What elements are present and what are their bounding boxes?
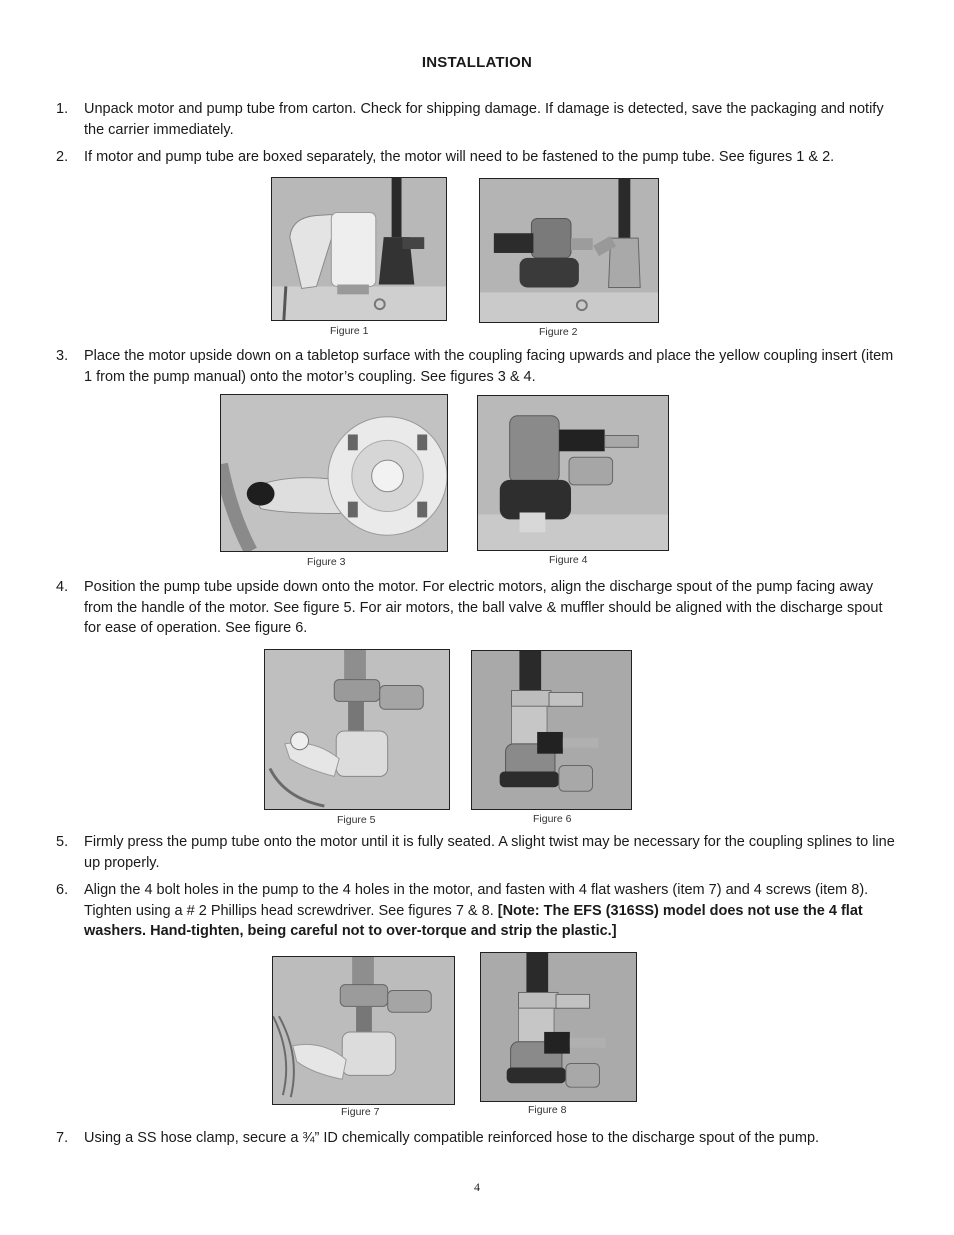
step-3 <box>56 346 901 387</box>
step-text: Place the motor upside down on a tabletop surface with the coupling facing upwards and place the yellow coupling insert (item 1 from the pump manual) onto the motor’s coupling. See figures 3 & 4. <box>84 348 894 385</box>
step-note-bold: [Note: The EFS (316SS) model does not use the 4 flat washers. Hand-tighten, being careful not to over-torque and strip the plastic.] <box>84 902 863 939</box>
step-6 <box>56 880 901 942</box>
step-number: 3. <box>56 348 69 364</box>
page-number: 4 <box>474 1180 480 1194</box>
figure-3-photo <box>220 394 448 552</box>
step-number: 7. <box>56 1130 69 1146</box>
figure-7-caption: Figure 7 <box>341 1106 380 1118</box>
figure-3-caption: Figure 3 <box>307 556 346 568</box>
step-2 <box>56 147 901 168</box>
figure-1-caption: Figure 1 <box>330 325 369 337</box>
figure-8-photo <box>480 952 637 1102</box>
step-text <box>84 880 901 942</box>
figure-5-photo <box>264 649 450 810</box>
step-text: Unpack motor and pump tube from carton. Check for shipping damage. If damage is detected, save the packaging and notify the carrier immediately. <box>84 101 884 138</box>
figure-6-photo <box>471 650 632 810</box>
step-number: 4. <box>56 579 69 595</box>
step-text: Using a SS hose clamp, secure a ¾” ID chemically compatible reinforced hose to the discharge spout of the pump. <box>84 1130 820 1146</box>
step-text: If motor and pump tube are boxed separately, the motor will need to be fastened to the pump tube. See figures 1 & 2. <box>84 149 835 165</box>
page-title: INSTALLATION <box>421 54 533 71</box>
step-5 <box>56 832 901 873</box>
figure-5-caption: Figure 5 <box>337 814 376 826</box>
figure-2-caption: Figure 2 <box>539 326 578 338</box>
step-number: 5. <box>56 834 69 850</box>
step-text: Position the pump tube upside down onto the motor. For electric motors, align the discharge spout of the pump facing away from the handle of the motor. See figure 5. For air motors, the ball valve & muffler should be aligned with the discharge spout for ease of operation. See figure 6. <box>84 579 883 636</box>
step-1 <box>56 99 901 140</box>
step-4 <box>56 577 901 639</box>
step-text-plain: Align the 4 bolt holes in the pump to the 4 holes in the motor, and fasten with 4 flat washers (item 7) and 4 screws (item 8). Tighten using a # 2 Phillips head screwdriver. See figures 7 & 8. <box>84 882 869 919</box>
figure-8-caption: Figure 8 <box>528 1104 567 1116</box>
figure-4-caption: Figure 4 <box>549 554 588 566</box>
step-number: 1. <box>56 101 69 117</box>
figure-4-photo <box>477 395 669 551</box>
figure-2-photo <box>479 178 659 323</box>
figure-7-photo <box>272 956 455 1105</box>
step-number: 6. <box>56 882 69 898</box>
figure-6-caption: Figure 6 <box>533 813 572 825</box>
step-text: Firmly press the pump tube onto the motor until it is fully seated. A slight twist may be necessary for the coupling splines to line up properly. <box>84 834 895 871</box>
step-number: 2. <box>56 149 69 165</box>
step-7 <box>56 1128 901 1149</box>
figure-1-photo <box>271 177 447 321</box>
